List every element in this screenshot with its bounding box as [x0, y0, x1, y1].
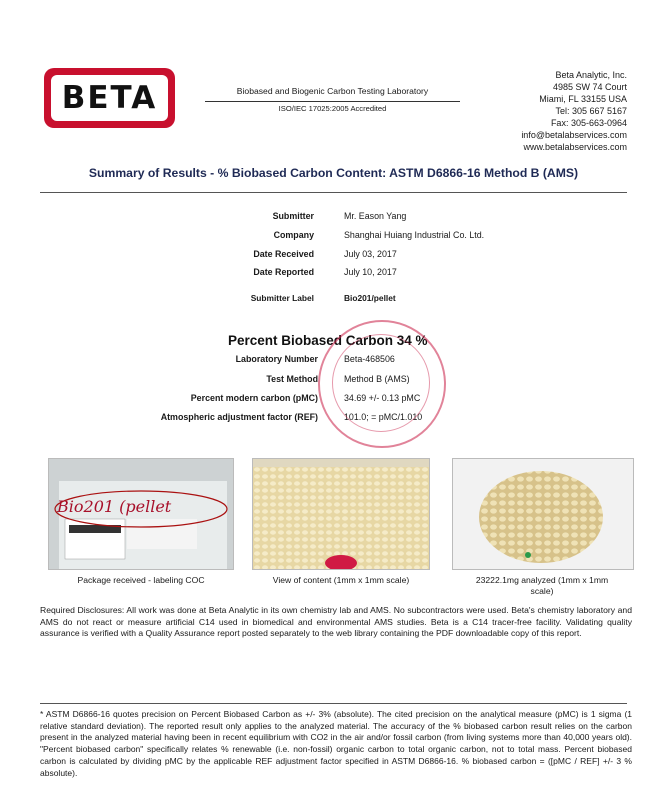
- caption-content: View of content (1mm x 1mm scale): [272, 575, 410, 585]
- date-reported-label: Date Reported: [253, 267, 314, 277]
- pmc-value: 34.69 +/- 0.13 pMC: [344, 393, 421, 403]
- ref-value: 101.0; = pMC/1.010: [344, 412, 423, 422]
- title-divider: [40, 192, 627, 193]
- address-line: Miami, FL 33155 USA: [539, 94, 627, 104]
- handwritten-label: Bio201 (pellet: [57, 497, 172, 516]
- lab-name: Biobased and Biogenic Carbon Testing Laboratory: [236, 86, 429, 96]
- submitter-value: Mr. Eason Yang: [344, 211, 407, 221]
- analyzed-photo-art: [453, 459, 633, 569]
- logo-text: BETA: [61, 80, 158, 116]
- content-photo: [252, 458, 430, 570]
- address-line: info@betalabservices.com: [521, 130, 627, 140]
- address-line: Tel: 305 667 5167: [555, 106, 627, 116]
- test-method-label: Test Method: [266, 374, 318, 384]
- company-value: Shanghai Huiang Industrial Co. Ltd.: [344, 230, 485, 240]
- pmc-label: Percent modern carbon (pMC): [190, 393, 318, 403]
- beta-logo: [44, 68, 175, 128]
- address-line: Beta Analytic, Inc.: [555, 70, 627, 80]
- content-photo-art: [253, 459, 429, 569]
- date-reported-value: July 10, 2017: [344, 267, 397, 277]
- date-received-value: July 03, 2017: [344, 249, 397, 259]
- precision-footnote: * ASTM D6866-16 quotes precision on Percent Biobased Carbon as +/- 3% (absolute). The cited precision on the analytical measure (pMC) is 1 sigma (1 relative standard deviation). The reported result only applies to the analyzed material. The accuracy of the % biobased carbon result relies on the carbon present in the analyzed material having been in recent equilibrium with CO2 in the air and/or fossil carbon (from living systems more than 40,000 years old). "Percent biobased carbon" specifically relates % renewable (i.e. non-fossil) organic carbon to total organic carbon, not to total mass. Percent biobased carbon is calculated by dividing pMC by the applicable REF adjustment factor specified in ASTM D6866-16. % biobased carbon = ([pMC / REF] +/- 3 % absolute).: [40, 709, 632, 778]
- address-line: Fax: 305-663-0964: [550, 118, 627, 128]
- footnote-divider: [40, 703, 627, 704]
- submitter-label-value: Bio201/pellet: [344, 293, 396, 303]
- caption-package: Package received - labeling COC: [77, 575, 205, 585]
- caption-analyzed-line-2: scale): [530, 586, 554, 596]
- date-received-label: Date Received: [253, 249, 314, 259]
- submitter-label-label: Submitter Label: [250, 293, 314, 303]
- caption-analyzed-line-1: 23222.1mg analyzed (1mm x 1mm: [475, 575, 609, 585]
- accreditation: ISO/IEC 17025:2005 Accredited: [278, 104, 387, 113]
- ref-label: Atmospheric adjustment factor (REF): [160, 412, 318, 422]
- address-line: www.betalabservices.com: [523, 142, 627, 152]
- company-address: [521, 69, 627, 153]
- report-title: Summary of Results - % Biobased Carbon Content: ASTM D6866-16 Method B (AMS): [88, 166, 579, 180]
- company-label: Company: [273, 230, 314, 240]
- package-photo: [48, 458, 234, 570]
- percent-biobased-heading: Percent Biobased Carbon 34 %: [228, 333, 428, 348]
- caption-analyzed: [452, 575, 632, 597]
- analyzed-photo: [452, 458, 634, 570]
- required-disclosures: Required Disclosures: All work was done at Beta Analytic in its own chemistry lab and AMS. No subcontractors were used. Beta's chemistry laboratory and AMS do not react or measure artificial C14 used in biomedical and environmental AMS studies. Beta is a C14 tracer-free facility. Validating quality assurance is verified with a Quality Assurance report posted separately to the web library containing the PDF downloadable copy of this report.: [40, 605, 632, 639]
- lab-divider: [205, 101, 460, 102]
- test-method-value: Method B (AMS): [344, 374, 410, 384]
- lab-number-label: Laboratory Number: [235, 354, 318, 364]
- submitter-label: Submitter: [272, 211, 314, 221]
- lab-number-value: Beta-468506: [344, 354, 395, 364]
- address-line: 4985 SW 74 Court: [552, 82, 627, 92]
